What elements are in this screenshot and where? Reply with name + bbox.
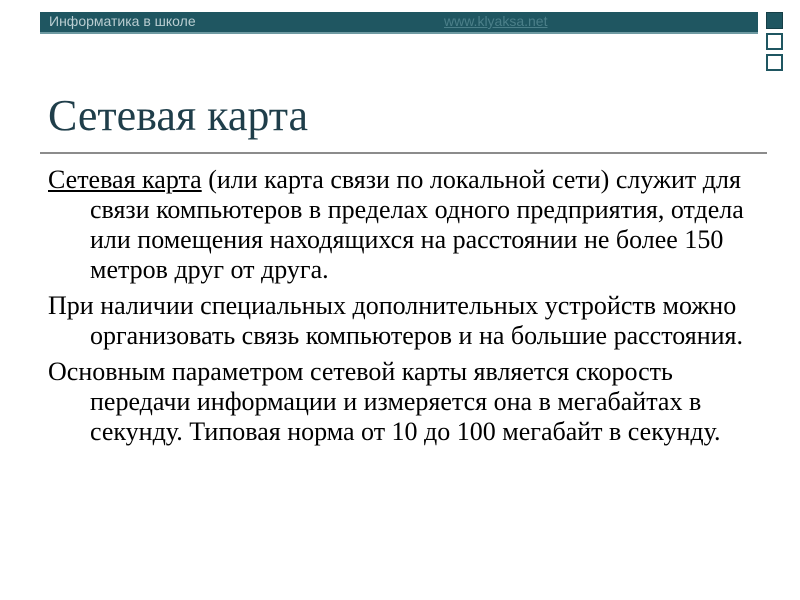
slide-title: Сетевая карта (48, 91, 309, 140)
paragraph-long-distance (48, 291, 768, 351)
paragraph-network-card (48, 165, 768, 285)
title-divider (40, 152, 767, 154)
decorative-square-outline (766, 33, 783, 50)
slide-content (48, 165, 768, 453)
term-network-card[interactable]: Сетевая карта (48, 165, 202, 194)
header-title: Информатика в школе (49, 13, 196, 29)
paragraph-text: При наличии специальных дополнительных устройств можно организовать связь компьютеров и на большие расстояния. (48, 291, 743, 350)
paragraph-speed (48, 357, 768, 447)
decorative-square-filled (766, 12, 783, 29)
header-link[interactable]: www.klyaksa.net (444, 13, 548, 29)
header-bar (40, 12, 758, 34)
paragraph-text: (или карта связи по локальной сети) служит для связи компьютеров в пределах одного предприятия, отдела или помещения находящихся на расстоянии не более 150 метров друг от друга. (90, 165, 744, 284)
paragraph-text: Основным параметром сетевой карты является скорость передачи информации и измеряется она в мегабайтах в секунду. Типовая норма от 10 до 100 мегабайт в секунду. (48, 357, 721, 446)
decorative-square-outline (766, 54, 783, 71)
